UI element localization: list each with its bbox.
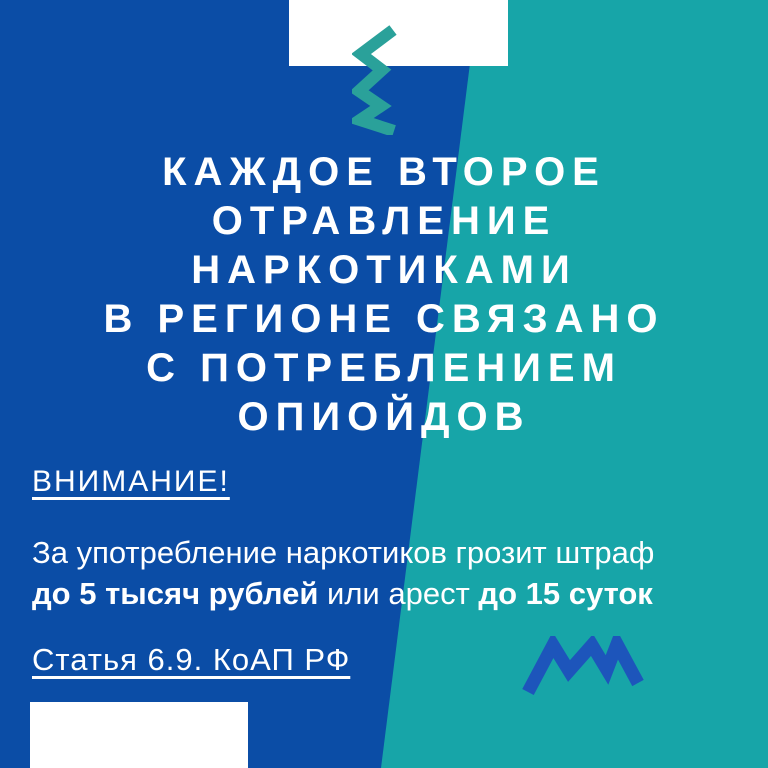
warning-text xyxy=(32,532,654,614)
heading-line-3: НАРКОТИКАМИ xyxy=(191,248,577,292)
teal-zigzag-icon xyxy=(352,25,400,140)
main-heading xyxy=(0,148,768,442)
attention-text: ВНИМАНИЕ! xyxy=(32,465,230,498)
attention-label xyxy=(32,463,230,501)
heading-line-6: ОПИОЙДОВ xyxy=(237,395,531,439)
heading-line-1: КАЖДОЕ ВТОРОЕ xyxy=(162,150,606,194)
warning-fine-amount: до 5 тысяч рублей xyxy=(32,576,319,611)
warning-line2-middle: или арест xyxy=(318,576,479,611)
warning-arrest-duration: до 15 суток xyxy=(478,576,653,611)
blue-zigzag-icon xyxy=(520,636,646,703)
heading-line-5: С ПОТРЕБЛЕНИЕМ xyxy=(146,346,622,390)
warning-line1: За употребление наркотиков грозит штраф xyxy=(32,535,655,570)
heading-line-4: В РЕГИОНЕ СВЯЗАНО xyxy=(103,297,665,341)
law-reference xyxy=(32,640,350,680)
law-reference-text: Статья 6.9. КоАП РФ xyxy=(32,642,351,677)
bottom-white-block xyxy=(30,702,248,768)
heading-line-2: ОТРАВЛЕНИЕ xyxy=(211,199,557,243)
